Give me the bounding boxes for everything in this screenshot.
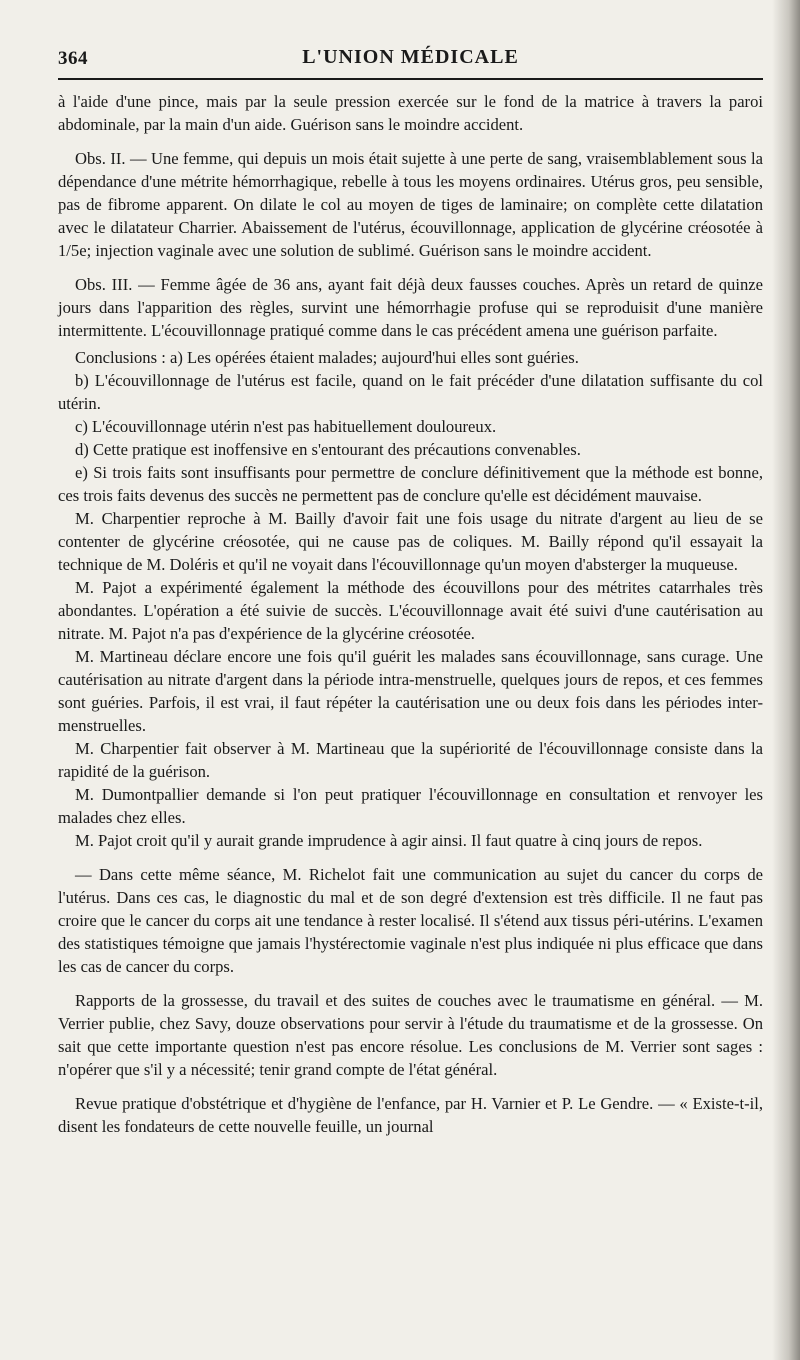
body-text xyxy=(58,90,763,1138)
paragraph-obs-2: Obs. II. — Une femme, qui depuis un mois était sujette à une perte de sang, vraisemblablement sous la dépendance d'une métrite hémorrhagique, rebelle à tous les moyens ordinaires. Utérus gros, peu sensible, pas de fibrome apparent. On dilate le col au moyen de tiges de laminaire; on complète cette dilatation avec le dilatateur Charrier. Abaissement de l'utérus, écouvillonnage, application de glycérine créosotée à 1/5e; injection vaginale avec une solution de sublimé. Guérison sans le moindre accident. xyxy=(58,149,763,260)
paragraph-conclusion-b: b) L'écouvillonnage de l'utérus est facile, quand on le fait précéder d'une dilatation suffisante du col utérin. xyxy=(58,371,763,413)
page-header xyxy=(58,44,763,74)
paragraph-richelot: — Dans cette même séance, M. Richelot fait une communication au sujet du cancer du corps de l'utérus. Dans ces cas, le diagnostic du mal et de son degré d'extension est très difficile. Il ne faut pas croire que le cancer du corps ait une tendance à rester localisé. Il s'étend aux tissus péri-utérins. L'examen des statistiques témoigne que jamais l'hystérectomie vaginale n'est plus indiquée ni plus efficace que dans les cas de cancer du corps. xyxy=(58,865,763,976)
paragraph-obs-continued: à l'aide d'une pince, mais par la seule pression exercée sur le fond de la matrice à travers la paroi abdominale, par la main d'un aide. Guérison sans le moindre accident. xyxy=(58,92,763,134)
running-title: L'UNION MÉDICALE xyxy=(302,46,519,68)
paragraph-rapports-grossesse: Rapports de la grossesse, du travail et des suites de couches avec le traumatisme en général. — M. Verrier publie, chez Savy, douze observations pour servir à l'étude du traumatisme et de la grossesse. On sait que cette importante question n'est pas encore résolue. Les conclusions de M. Verrier sont sages : n'opérer que s'il y a nécessité; tenir grand compte de l'état général. xyxy=(58,991,763,1079)
paragraph-obs-3: Obs. III. — Femme âgée de 36 ans, ayant fait déjà deux fausses couches. Après un retard de quinze jours dans l'apparition des règles, survint une hémorrhagie profuse qui se reproduisit d'une manière intermittente. L'écouvillonnage pratiqué comme dans le cas précédent amena une guérison parfaite. xyxy=(58,275,763,340)
paragraph-charpentier-reply: M. Charpentier fait observer à M. Martineau que la supériorité de l'écouvillonnage consiste dans la rapidité de la guérison. xyxy=(58,739,763,781)
paragraph-pajot-reply: M. Pajot croit qu'il y aurait grande imprudence à agir ainsi. Il faut quatre à cinq jours de repos. xyxy=(75,831,703,850)
paragraph-martineau: M. Martineau déclare encore une fois qu'il guérit les malades sans écouvillonnage, sans curage. Une cautérisation au nitrate d'argent dans la période intra-menstruelle, quelques jours de repos, et ces femmes sont guéries. Parfois, il est vrai, il faut répéter la cautérisation une ou deux fois dans les périodes inter-menstruelles. xyxy=(58,647,763,735)
header-rule xyxy=(58,78,763,80)
paragraph-conclusion-a: Conclusions : a) Les opérées étaient malades; aujourd'hui elles sont guéries. xyxy=(75,348,579,367)
paragraph-conclusion-d: d) Cette pratique est inoffensive en s'entourant des précautions convenables. xyxy=(75,440,581,459)
paragraph-conclusion-e: e) Si trois faits sont insuffisants pour permettre de conclure définitivement que la méthode est bonne, ces trois faits devenus des succès ne permettent pas de conclure qu'elle est décidément mauvaise. xyxy=(58,463,763,505)
page-number: 364 xyxy=(58,48,88,69)
paragraph-revue-pratique: Revue pratique d'obstétrique et d'hygiène de l'enfance, par H. Varnier et P. Le Gendre. — « Existe-t-il, disent les fondateurs de cette nouvelle feuille, un journal xyxy=(58,1094,763,1136)
paragraph-dumontpallier: M. Dumontpallier demande si l'on peut pratiquer l'écouvillonnage en consultation et renvoyer les malades chez elles. xyxy=(58,785,763,827)
paragraph-pajot: M. Pajot a expérimenté également la méthode des écouvillons pour des métrites catarrhales très abondantes. L'opération a été suivie de succès. L'écouvillonnage avait été suivi d'une cautérisation au nitrate. M. Pajot n'a pas d'expérience de la glycérine créosotée. xyxy=(58,578,763,643)
paragraph-charpentier: M. Charpentier reproche à M. Bailly d'avoir fait une fois usage du nitrate d'argent au lieu de se contenter de glycérine créosotée, qui ne cause pas de coliques. M. Bailly répond qu'il essayait la technique de M. Doléris et qu'il ne voyait dans l'écouvillonnage qu'un moyen d'absterger la muqueuse. xyxy=(58,509,763,574)
document-page xyxy=(58,44,763,1138)
page-edge-shadow xyxy=(772,0,800,1360)
paragraph-conclusion-c: c) L'écouvillonnage utérin n'est pas habituellement douloureux. xyxy=(75,417,497,436)
